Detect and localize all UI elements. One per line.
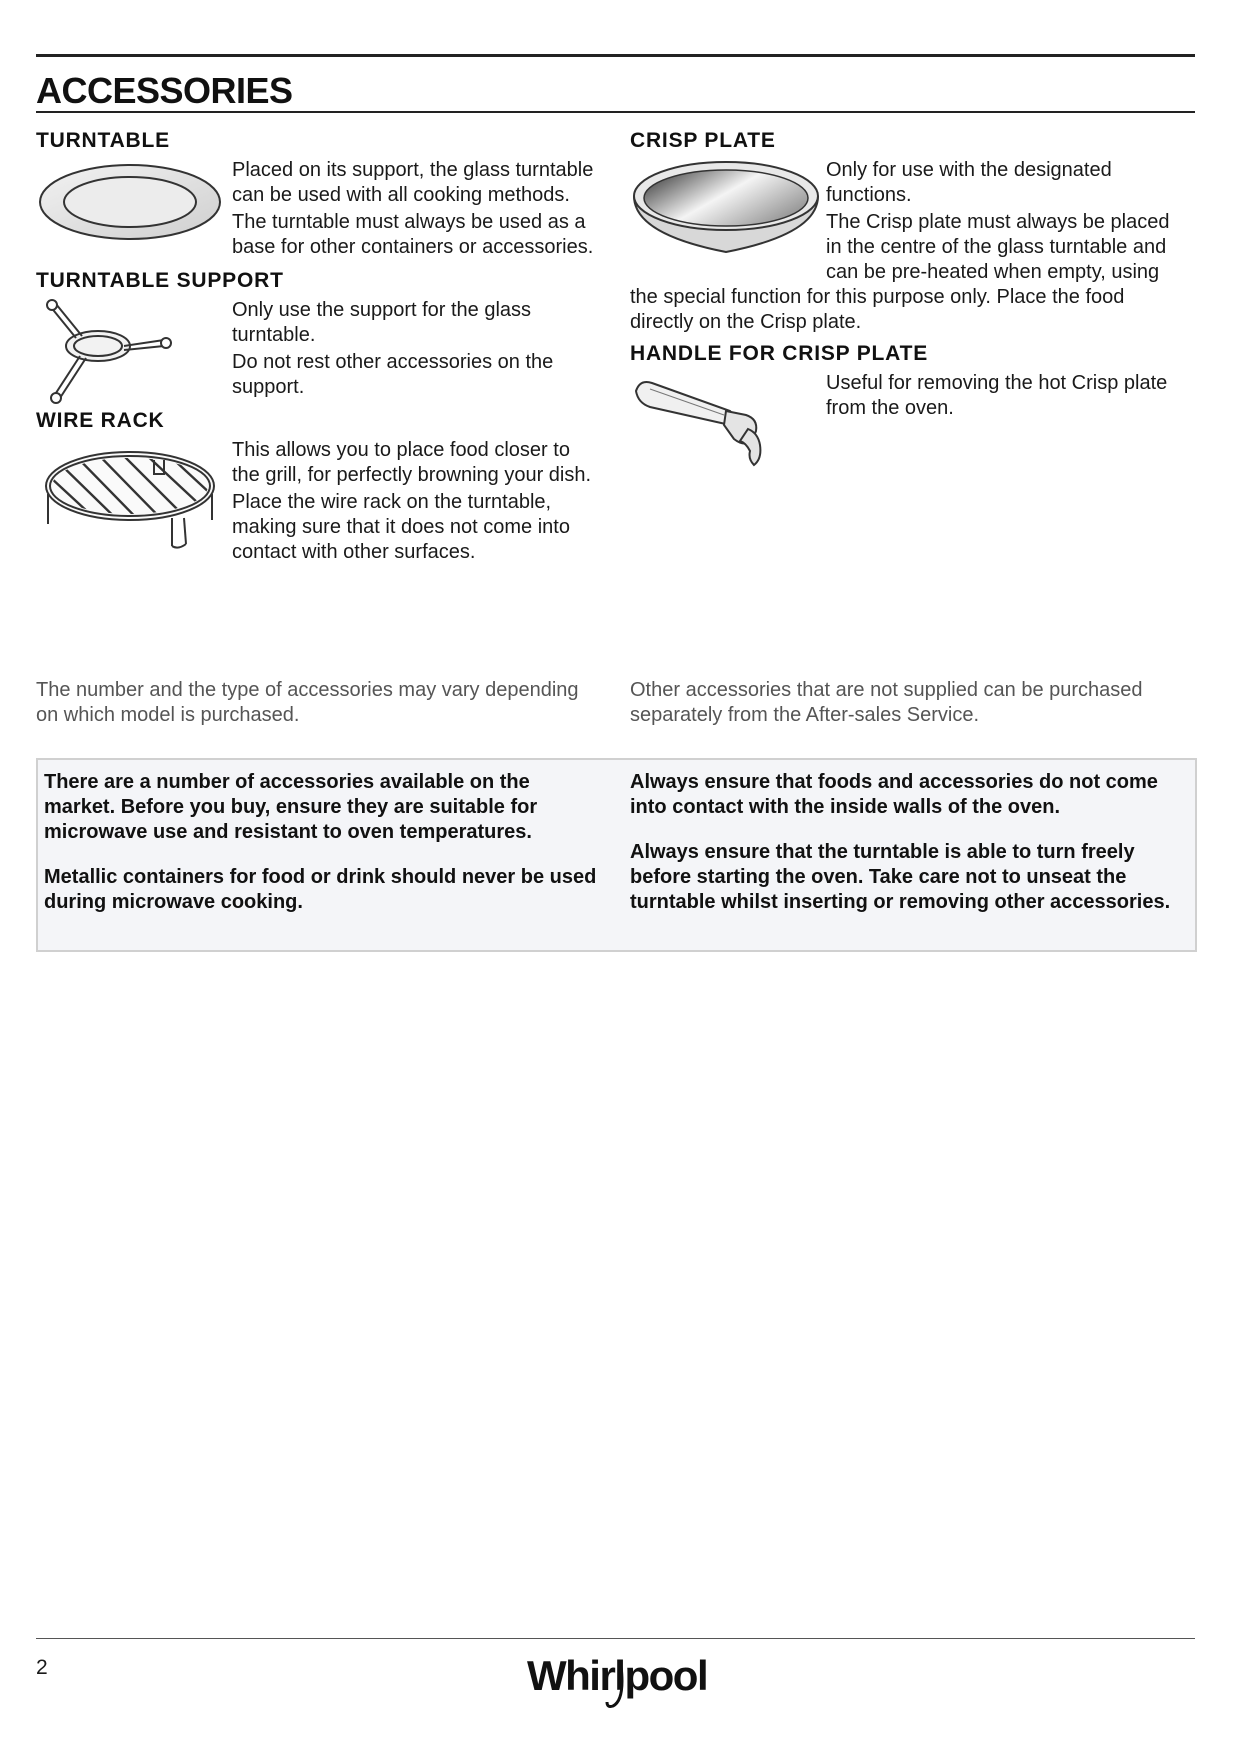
wire-rack-heading: WIRE RACK bbox=[36, 409, 165, 432]
turntable-support-section bbox=[36, 268, 596, 408]
crisp-plate-illustration bbox=[630, 158, 826, 268]
turntable-support-icon bbox=[36, 298, 176, 408]
warning-left-1: There are a number of accessories available on the market. Before you buy, ensure they are suitable for microwave use and resistant to oven temperatures. bbox=[44, 771, 538, 843]
turntable-desc-1: Placed on its support, the glass turntable can be used with all cooking methods. bbox=[232, 159, 594, 206]
turntable-support-heading: TURNTABLE SUPPORT bbox=[36, 269, 284, 292]
page-title: ACCESSORIES bbox=[36, 70, 293, 111]
warning-right-2: Always ensure that the turntable is able to turn freely before starting the oven. Take care not to unseat the turntable whilst inserting or removing other accessories. bbox=[630, 841, 1171, 913]
wire-rack-illustration bbox=[36, 438, 232, 556]
crisp-plate-section bbox=[630, 128, 1190, 335]
turntable-heading: TURNTABLE bbox=[36, 129, 170, 152]
whirlpool-logo bbox=[525, 1648, 715, 1713]
crisp-plate-handle-icon bbox=[630, 371, 780, 471]
turntable-support-desc-2: Do not rest other accessories on the support. bbox=[232, 351, 554, 398]
warning-left-2: Metallic containers for food or drink should never be used during microwave cooking. bbox=[44, 866, 597, 913]
note-right: Other accessories that are not supplied can be purchased separately from the After-sales Service. bbox=[630, 679, 1143, 726]
crisp-plate-desc-2: The Crisp plate must always be placed in the centre of the glass turntable and can be pre-heated when empty, using the special function for this purpose only. Place the food directly on the Crisp plate. bbox=[630, 211, 1170, 333]
turntable-illustration bbox=[36, 158, 232, 242]
glass-turntable-icon bbox=[36, 158, 226, 242]
page-number: 2 bbox=[36, 1656, 48, 1679]
turntable-desc-2: The turntable must always be used as a base for other containers or accessories. bbox=[232, 211, 594, 258]
crisp-plate-desc-1: Only for use with the designated functions. bbox=[826, 159, 1112, 206]
wire-rack-desc-2: Place the wire rack on the turntable, making sure that it does not come into contact with other surfaces. bbox=[232, 491, 570, 563]
wire-rack-desc-1: This allows you to place food closer to the grill, for perfectly browning your dish. bbox=[232, 439, 592, 486]
warning-box bbox=[36, 758, 1197, 952]
handle-desc-1: Useful for removing the hot Crisp plate from the oven. bbox=[826, 372, 1168, 419]
wire-rack-icon bbox=[36, 438, 226, 556]
svg-text:Whirlpool: Whirlpool bbox=[527, 1652, 708, 1699]
turntable-support-desc-1: Only use the support for the glass turntable. bbox=[232, 299, 532, 346]
title-rule bbox=[36, 111, 1195, 113]
handle-illustration bbox=[630, 371, 826, 471]
wire-rack-section bbox=[36, 408, 596, 565]
right-column bbox=[630, 128, 1190, 471]
handle-heading: HANDLE FOR CRISP PLATE bbox=[630, 342, 929, 365]
crisp-plate-heading: CRISP PLATE bbox=[630, 129, 776, 152]
turntable-section bbox=[36, 128, 596, 260]
whirlpool-logo-icon bbox=[525, 1648, 715, 1708]
turntable-support-illustration bbox=[36, 298, 232, 408]
crisp-plate-icon bbox=[630, 158, 824, 268]
footer-rule bbox=[36, 1638, 1195, 1639]
warning-column-right bbox=[630, 770, 1190, 935]
left-column bbox=[36, 128, 596, 565]
warning-right-1: Always ensure that foods and accessories do not come into contact with the inside walls of the oven. bbox=[630, 771, 1158, 818]
note-left: The number and the type of accessories may vary depending on which model is purchased. bbox=[36, 679, 579, 726]
handle-section bbox=[630, 341, 1190, 471]
top-rule bbox=[36, 54, 1195, 57]
warning-column-left bbox=[44, 770, 604, 935]
